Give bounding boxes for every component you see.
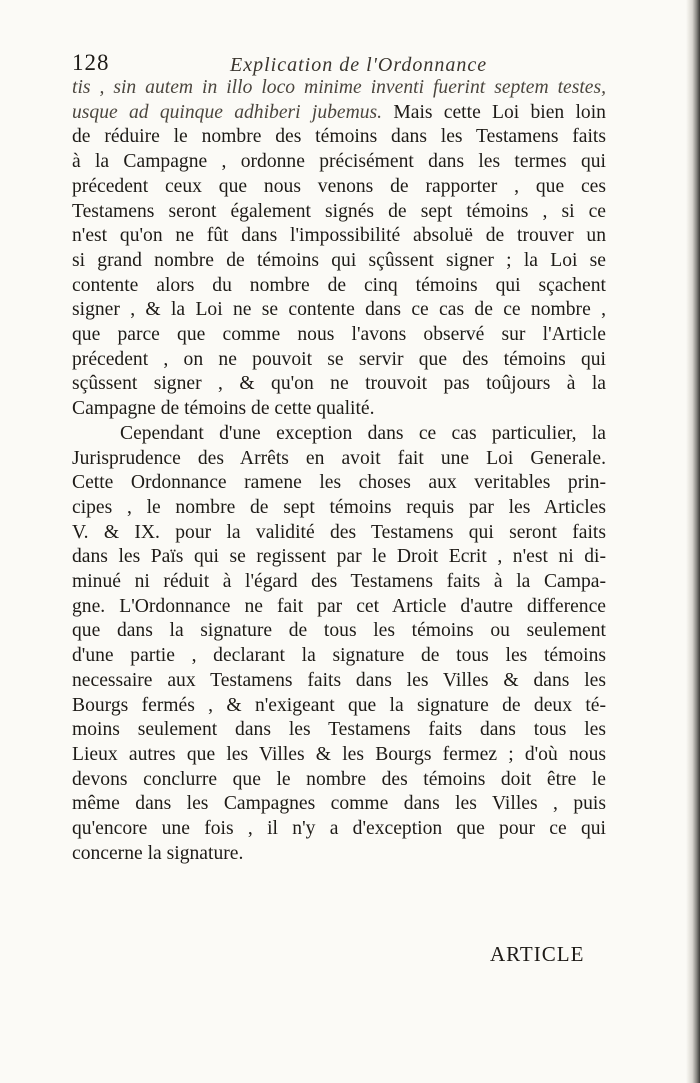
text-line: d'une partie , declarant la signature de tous les témoins: [72, 645, 606, 667]
text-line: Campagne de témoins de cette qualité.: [72, 398, 375, 420]
text-line: Testamens seront également signés de sept témoins , si ce: [72, 200, 606, 222]
text-line: si grand nombre de témoins qui sçûssent signer ; la Loi se: [72, 249, 606, 271]
latin-quote: usque ad quinque adhiberi jubemus.: [72, 101, 383, 123]
page-edge-shadow: [686, 0, 700, 1083]
text-line: Jurisprudence des Arrêts en avoit fait une Loi Generale.: [72, 447, 606, 469]
text-line: sçûssent signer , & qu'on ne trouvoit pas toûjours à la: [72, 373, 606, 395]
catchword: ARTICLE: [490, 942, 585, 966]
text-line: concerne la signature.: [72, 842, 244, 864]
text-line: de réduire le nombre des témoins dans les Testamens faits: [72, 126, 606, 148]
text-line: dans les Païs qui se regissent par le Droit Ecrit , n'est ni di-: [72, 546, 606, 568]
text-line: V. & IX. pour la validité des Testamens qui seront faits: [72, 521, 606, 543]
text-line: [72, 101, 606, 126]
text-line: contente alors du nombre de cinq témoins qui sçachent: [72, 274, 606, 296]
page-number: 128: [72, 50, 110, 75]
text-line: à la Campagne , ordonne précisément dans les termes qui: [72, 151, 606, 173]
text-line: qu'encore une fois , il n'y a d'exception que pour ce qui: [72, 818, 606, 840]
text-line: minué ni réduit à l'égard des Testamens faits à la Campa-: [72, 571, 606, 593]
text-line: que parce que comme nous l'avons observé sur l'Article: [72, 324, 606, 346]
text-line: Lieux autres que les Villes & les Bourgs fermez ; d'où nous: [72, 743, 606, 765]
body-text: [72, 76, 606, 867]
text-line: tis , sin autem in illo loco minime inventi fuerint septem testes,: [72, 77, 606, 98]
text-segment: Mais cette Loi bien loin: [382, 101, 606, 123]
text-line: devons conclurre que le nombre des témoins doit être le: [72, 768, 606, 790]
text-line: gne. L'Ordonnance ne fait par cet Article d'autre difference: [72, 595, 606, 617]
text-line: même dans les Campagnes comme dans les Villes , puis: [72, 793, 606, 815]
paragraph-start-line: Cependant d'une exception dans ce cas particulier, la: [120, 422, 606, 444]
text-line: que dans la signature de tous les témoins ou seulement: [72, 620, 606, 642]
text-line: signer , & la Loi ne se contente dans ce cas de ce nombre ,: [72, 299, 606, 321]
text-line: n'est qu'on ne fût dans l'impossibilité absoluë de trouver un: [72, 225, 606, 247]
running-head: Explication de l'Ordonnance: [230, 54, 488, 76]
text-line: cipes , le nombre de sept témoins requis par les Articles: [72, 496, 606, 518]
text-line: précedent ceux que nous venons de rapporter , que ces: [72, 175, 606, 197]
text-line: Bourgs fermés , & n'exigeant que la signature de deux té-: [72, 694, 606, 716]
text-line: necessaire aux Testamens faits dans les Villes & dans les: [72, 669, 606, 691]
text-line: moins seulement dans les Testamens faits dans tous les: [72, 719, 606, 741]
text-line: précedent , on ne pouvoit se servir que des témoins qui: [72, 348, 606, 370]
text-line: Cette Ordonnance ramene les choses aux veritables prin-: [72, 472, 606, 494]
